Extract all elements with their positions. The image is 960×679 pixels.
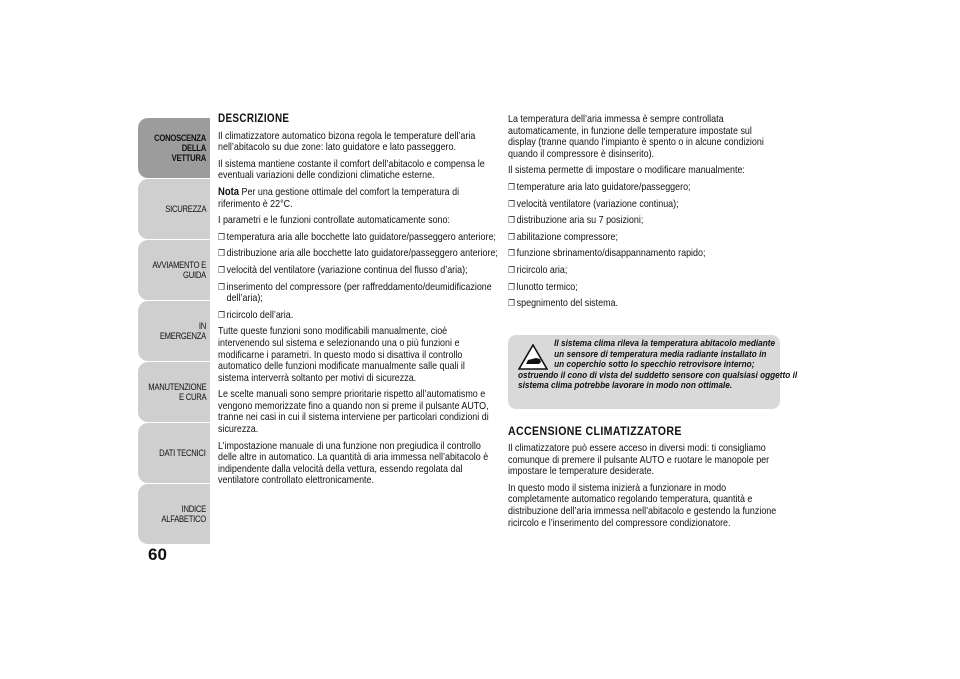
list-item	[508, 215, 788, 227]
list-item-text: velocità del ventilatore (variazione continua del flusso d’aria);	[226, 264, 468, 276]
section-heading: ACCENSIONE CLIMATIZZATORE	[508, 426, 682, 438]
warning-line: un coperchio sotto lo specchio retrovisore interno;	[554, 359, 755, 371]
list-item-text: funzione sbrinamento/disappannamento rapido;	[516, 248, 706, 260]
list-item-text: velocità ventilatore (variazione continua);	[516, 198, 679, 210]
paragraph: L’impostazione manuale di una funzione non pregiudica il controllo delle altre in automatico. La quantità di aria immessa nell’abitacolo è indipendente dalla velocità della vettura, essendo regolata dal ventilatore controllato elettronicamente.	[218, 440, 489, 487]
left-column	[218, 113, 498, 492]
checkbox-bullet-icon: ❐	[508, 198, 515, 209]
warning-line: Il sistema clima rileva la temperatura abitacolo mediante	[554, 338, 776, 349]
tab-label: IN EMERGENZA	[159, 321, 206, 341]
paragraph: Il sistema permette di impostare o modificare manualmente:	[508, 165, 745, 177]
tab-dati-tecnici[interactable]	[138, 423, 210, 483]
note-label: Nota	[218, 185, 240, 198]
warning-box	[508, 335, 798, 409]
list-item-text: temperatura aria alle bocchette lato guidatore/passeggero anteriore;	[226, 231, 496, 243]
warning-line: ostruendo il cono di vista del suddetto sensore con qualsiasi oggetto il	[518, 369, 798, 381]
list-item-text: spegnimento del sistema.	[516, 298, 618, 310]
list-item	[508, 232, 788, 244]
tab-label: DATI TECNICI	[159, 448, 206, 458]
list-item-text: distribuzione aria su 7 posizioni;	[516, 215, 644, 227]
section-heading: DESCRIZIONE	[218, 113, 290, 125]
tab-label: AVVIAMENTO E GUIDA	[152, 260, 206, 280]
checkbox-bullet-icon: ❐	[508, 181, 515, 192]
paragraph: In questo modo il sistema inizierà a funzionare in modo completamente automatico regolando temperatura, quantità e distribuzione dell’aria immessa nell’abitacolo e gestendo la funzione ricircolo e l’inserimento del compressore condizionatore.	[508, 482, 777, 529]
list-item	[508, 265, 788, 277]
list-item-text: lunotto termico;	[516, 281, 578, 293]
list-item	[218, 265, 502, 277]
page-number: 60	[148, 545, 167, 564]
checkbox-bullet-icon: ❐	[508, 264, 515, 275]
paragraph: Le scelte manuali sono sempre prioritarie rispetto all’automatismo e vengono memorizzate fino a quando non si preme il pulsante AUTO, tranne nei casi in cui il sistema interviene per particolari condizioni di sicurezza.	[218, 389, 489, 436]
list-item-text: temperature aria lato guidatore/passeggero;	[516, 181, 691, 193]
paragraph: La temperatura dell’aria immessa è sempre controllata automaticamente, in funzione delle temperature impostate sul display (tranne quando l’impianto è spento o in alcune condizioni quando il compressore è disinserito).	[508, 114, 764, 160]
list-item	[508, 282, 788, 294]
tab-label: MANUTENZIONE E CURA	[147, 382, 206, 402]
paragraph: I parametri e le funzioni controllate automaticamente sono:	[218, 215, 450, 227]
list-item-text: ricircolo dell’aria.	[226, 309, 294, 321]
list-item-text: distribuzione aria alle bocchette lato guidatore/passeggero anteriore;	[226, 248, 498, 260]
list-item	[218, 282, 502, 305]
checkbox-bullet-icon: ❐	[508, 248, 515, 259]
checkbox-bullet-icon: ❐	[508, 298, 515, 309]
tab-sicurezza[interactable]	[138, 179, 210, 239]
checkbox-bullet-icon: ❐	[508, 215, 515, 226]
list-item-text: ricircolo aria;	[516, 264, 568, 276]
list-item	[508, 182, 788, 194]
note-text: Per una gestione ottimale del comfort la temperatura di riferimento è 22°C.	[218, 186, 460, 210]
list-item	[508, 248, 788, 260]
checkbox-bullet-icon: ❐	[508, 231, 515, 242]
list-item	[218, 310, 502, 322]
list-item	[508, 199, 788, 211]
tab-label: CONOSCENZA DELLA VETTURA	[154, 133, 206, 163]
list-item	[218, 248, 502, 260]
tab-indice[interactable]	[138, 484, 210, 544]
list-item	[508, 298, 788, 310]
tab-manutenzione[interactable]	[138, 362, 210, 422]
checkbox-bullet-icon: ❐	[218, 264, 225, 275]
right-column-lower	[508, 443, 780, 534]
checkbox-bullet-icon: ❐	[218, 248, 225, 259]
tab-conoscenza[interactable]	[138, 118, 210, 178]
paragraph: Il climatizzatore può essere acceso in diversi modi: ti consigliamo comunque di premere il pulsante AUTO e ruotare le manopole per impostare le temperature desiderate.	[508, 443, 770, 478]
checkbox-bullet-icon: ❐	[508, 281, 515, 292]
checkbox-bullet-icon: ❐	[218, 281, 225, 292]
paragraph: Tutte queste funzioni sono modificabili manualmente, cioè intervenendo sul sistema e selezionando una o più funzioni e modificarne i parametri. In questo modo si disattiva il controllo automatico delle funzioni modificate manualmente salle quali il sistema interverrà soltanto per motivi di sicurezza.	[218, 326, 465, 384]
list-item-text: inserimento del compressore (per raffreddamento/deumidificazione dell’aria);	[226, 281, 492, 305]
warning-line: sistema clima potrebbe lavorare in modo non ottimale.	[518, 380, 733, 392]
checkbox-bullet-icon: ❐	[218, 231, 225, 242]
tab-label: INDICE ALFABETICO	[161, 504, 206, 524]
right-column	[508, 114, 780, 315]
tab-label: SICUREZZA	[164, 204, 206, 214]
warning-line: un sensore di temperatura media radiante installato in	[554, 348, 767, 360]
paragraph: Il sistema mantiene costante il comfort dell’abitacolo e compensa le eventuali variazioni delle condizioni climatiche esterne.	[218, 158, 485, 182]
checkbox-bullet-icon: ❐	[218, 309, 225, 320]
tab-avviamento[interactable]	[138, 240, 210, 300]
warning-text	[518, 338, 798, 392]
list-item	[218, 232, 502, 244]
list-item-text: abilitazione compressore;	[516, 231, 618, 243]
paragraph: Il climatizzatore automatico bizona regola le temperature dell’aria nell’abitacolo su due zone: lato guidatore e lato passeggero.	[218, 130, 476, 154]
chapter-tabs	[138, 118, 210, 545]
tab-emergenza[interactable]	[138, 301, 210, 361]
note-paragraph	[218, 187, 493, 210]
